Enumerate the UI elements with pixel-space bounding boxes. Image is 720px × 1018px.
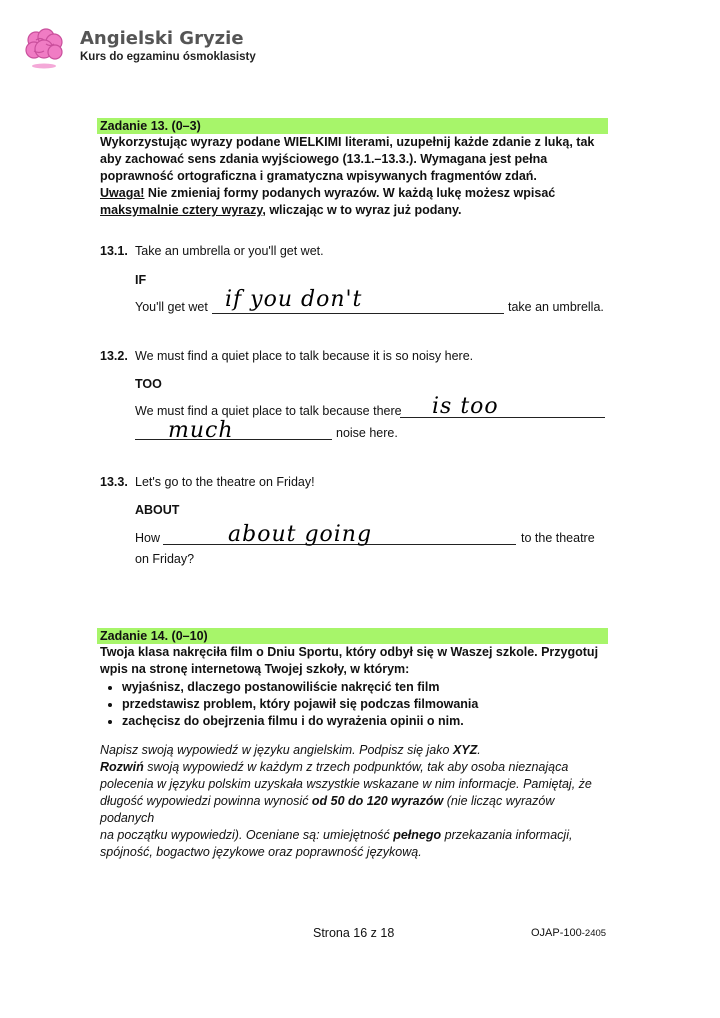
item-13-2-before: We must find a quiet place to talk because there — [135, 404, 402, 418]
item-13-3-after: to the theatre — [521, 531, 595, 545]
task14-intro-line2: wpis na stronę internetową Twojej szkoły, w którym: — [100, 662, 410, 676]
item-13-1-after: take an umbrella. — [508, 300, 604, 314]
item-13-3-after-line2: on Friday? — [135, 552, 195, 566]
exam-code-suffix: -2405 — [581, 928, 607, 939]
develop-label: Rozwiń — [100, 760, 144, 774]
warning-label: Uwaga! — [100, 186, 145, 200]
item-13-1-before: You'll get wet — [135, 300, 208, 314]
task13-instruction — [100, 134, 605, 219]
task14-bullets — [100, 679, 627, 730]
warning-limit: maksymalnie cztery wyrazy — [100, 203, 263, 217]
item-13-1-number: 13.1. — [100, 244, 128, 258]
item-13-2-answer-cont: much — [168, 418, 234, 443]
develop-text3a: długość wypowiedzi powinna wynosić — [100, 794, 312, 808]
item-13-1-answer-line[interactable] — [212, 313, 504, 314]
task14-intro-line1: Twoja klasa nakręciła film o Dniu Sportu, który odbył się w Waszej szkole. Przygotuj — [100, 645, 599, 659]
exam-code — [531, 927, 606, 939]
list-item: • zachęcisz do obejrzenia filmu i do wyrażenia opinii o nim. — [122, 713, 627, 730]
develop-line3 — [100, 793, 610, 827]
signature: XYZ — [452, 743, 478, 757]
item-13-1-prompt: Take an umbrella or you'll get wet. — [135, 244, 324, 258]
develop-line4 — [100, 827, 610, 844]
develop-line1 — [100, 759, 610, 776]
task13-instruction-line2: aby zachować sens zdania wyjściowego (13.1.–13.3.). Wymagana jest pełna — [100, 152, 548, 166]
task13-instruction-line1: Wykorzystując wyrazy podane WIELKIMI literami, uzupełnij każde zdanie z luką, tak — [100, 135, 595, 149]
item-13-3-keyword: ABOUT — [135, 503, 180, 517]
develop-line5: spójność, bogactwo językowe oraz poprawność językową. — [100, 845, 422, 859]
item-13-1-answer: if you don't — [225, 287, 363, 312]
item-13-2-answer-line[interactable] — [400, 417, 605, 418]
task14-intro — [100, 644, 605, 678]
write-line — [100, 742, 610, 759]
task13-title: Zadanie 13. (0–3) — [97, 118, 608, 134]
item-13-3-number: 13.3. — [100, 475, 128, 489]
item-13-1-keyword: IF — [135, 273, 147, 287]
task14-instructions — [100, 742, 610, 861]
task14-title: Zadanie 14. (0–10) — [97, 628, 608, 644]
item-13-2-prompt: We must find a quiet place to talk because it is so noisy here. — [135, 349, 474, 363]
brain-icon — [22, 26, 66, 70]
develop-line2: polecenia w języku polskim uzyskała wszystkie wskazane w nim informacje. Pamiętaj, że — [100, 777, 592, 791]
exam-code-main: OJAP-100 — [531, 927, 582, 939]
write-end: . — [477, 743, 481, 757]
item-13-3-prompt: Let's go to the theatre on Friday! — [135, 475, 315, 489]
item-13-2-keyword: TOO — [135, 377, 162, 391]
brand-subtitle: Kurs do egzaminu ósmoklasisty — [80, 51, 256, 63]
list-item: • przedstawisz problem, który pojawił się podczas filmowania — [122, 696, 627, 713]
task13-warning-2 — [100, 202, 605, 219]
warning-text: Nie zmieniaj formy podanych wyrazów. W każdą lukę możesz wpisać — [144, 186, 556, 200]
develop-text1: swoją wypowiedź w każdym z trzech podpunktów, tak aby osoba nieznająca — [143, 760, 569, 774]
brand-title: Angielski Gryzie — [80, 28, 244, 49]
item-13-2-answer: is too — [432, 394, 499, 419]
full-word: pełnego — [393, 828, 442, 842]
item-13-3-answer: about going — [228, 522, 373, 547]
develop-text4a: na początku wypowiedzi). Oceniane są: umiejętność — [100, 828, 394, 842]
word-range: od 50 do 120 wyrazów — [311, 794, 444, 808]
task13-instruction-line3: poprawność ortograficzna i gramatyczna wpisywanych fragmentów zdań. — [100, 169, 537, 183]
item-13-3-before: How — [135, 531, 161, 545]
write-text: Napisz swoją wypowiedź w języku angielskim. Podpisz się jako — [100, 743, 453, 757]
list-item: • wyjaśnisz, dlaczego postanowiliście nakręcić ten film — [122, 679, 627, 696]
item-13-2-after: noise here. — [336, 426, 398, 440]
page-number: Strona 16 z 18 — [313, 926, 395, 940]
develop-text3b: (nie licząc wyrazów podanych — [100, 794, 555, 825]
item-13-2-number: 13.2. — [100, 349, 128, 363]
develop-text4b: przekazania informacji, — [441, 828, 573, 842]
task13-warning — [100, 185, 605, 202]
warning-end: , wliczając w to wyraz już podany. — [262, 203, 462, 217]
